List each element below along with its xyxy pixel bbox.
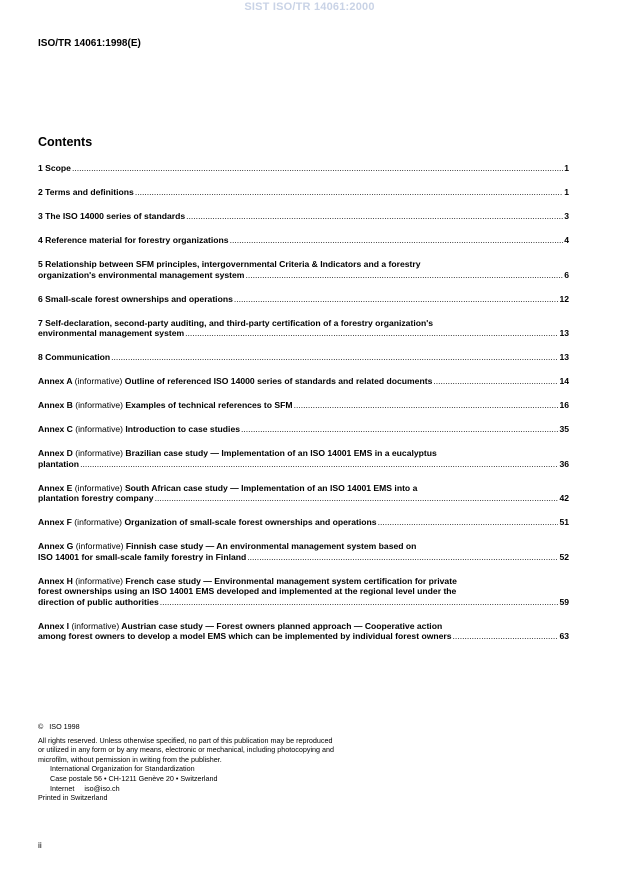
toc-entry-title: South African case study — Implementation of an ISO 14001 EMS into a xyxy=(124,482,418,493)
toc-entry-title: French case study — Environmental management system certification for private xyxy=(125,575,457,586)
toc-page-number: 6 xyxy=(564,269,569,280)
internet-label: Internet xyxy=(50,783,75,793)
annex-type: (informative) xyxy=(71,620,120,631)
watermark: SIST ISO/TR 14061:2000 xyxy=(244,1,375,13)
organization-name: International Organization for Standardization xyxy=(50,764,195,774)
dot-leader xyxy=(80,459,558,470)
dot-leader xyxy=(185,328,558,339)
toc-entry-scope[interactable] xyxy=(38,163,569,174)
toc-entry-title-continued: forest ownerships using an ISO 14001 EMS developed and implemented at the regional level under the xyxy=(38,586,457,596)
toc-page-number: 14 xyxy=(559,376,569,386)
annex-label: Annex F xyxy=(38,517,72,527)
toc-entry-title: 8 Communication xyxy=(38,352,111,362)
dot-leader xyxy=(111,352,558,363)
toc-entry-annex-i[interactable] xyxy=(38,621,569,642)
toc-entry-annex-c[interactable] xyxy=(38,424,569,435)
dot-leader xyxy=(160,597,559,608)
toc-entry-communication[interactable] xyxy=(38,352,569,363)
annex-label: Annex I xyxy=(38,620,70,631)
annex-label: Annex G xyxy=(38,541,74,551)
toc-page-number: 51 xyxy=(559,517,569,527)
annex-type: (informative) xyxy=(74,376,123,386)
toc-page-number: 13 xyxy=(559,352,569,362)
toc-entry-title: Austrian case study — Forest owners planned approach — Cooperative action xyxy=(121,620,443,631)
toc-page-number: 63 xyxy=(559,631,569,641)
dot-leader xyxy=(135,187,563,198)
toc-page-number: 4 xyxy=(564,235,569,245)
toc-entry-self-declaration[interactable] xyxy=(38,318,569,339)
rights-text-line: or utilized in any form or by any means, electronic or mechanical, including photocopying and xyxy=(38,745,335,755)
dot-leader xyxy=(241,424,558,435)
toc-entry-title: 1 Scope xyxy=(38,163,71,173)
toc-entry-annex-b[interactable] xyxy=(38,400,569,411)
toc-page-number: 42 xyxy=(559,493,569,503)
email-link[interactable]: iso@iso.ch xyxy=(84,783,120,793)
toc-entry-terms[interactable] xyxy=(38,187,569,198)
toc-entry-title: Finnish case study — An environmental management system based on xyxy=(125,541,417,551)
dot-leader xyxy=(245,270,563,281)
toc-entry-title: Introduction to case studies xyxy=(125,424,241,434)
toc-page-number: 16 xyxy=(559,400,569,410)
toc-entry-title: 2 Terms and definitions xyxy=(38,187,134,197)
toc-entry-title-continued: among forest owners to develop a model EMS which can be implemented by individual forest owners xyxy=(38,631,452,641)
toc-entry-title-continued: direction of public authorities xyxy=(38,596,159,607)
annex-type: (informative) xyxy=(75,541,124,551)
copyright-symbol: © xyxy=(38,722,44,731)
dot-leader xyxy=(234,294,559,305)
toc-entry-title: Outline of referenced ISO 14000 series of standards and related documents xyxy=(124,376,433,386)
toc-page-number: 52 xyxy=(559,551,569,562)
toc-entry-title-continued: ISO 14001 for small-scale family forestry in Finland xyxy=(38,551,247,562)
toc-entry-title-continued: plantation forestry company xyxy=(38,493,154,503)
annex-label: Annex E xyxy=(38,482,73,493)
toc-page-number: 3 xyxy=(564,211,569,221)
toc-page-number: 1 xyxy=(564,187,569,197)
annex-type: (informative) xyxy=(75,448,124,458)
toc-page-number: 12 xyxy=(559,293,569,304)
toc-entry-title: 5 Relationship between SFM principles, intergovernmental Criteria & Indicators and a forestry xyxy=(38,259,421,269)
dot-leader xyxy=(453,631,559,642)
toc-entry-title: Examples of technical references to SFM xyxy=(125,400,293,410)
toc-entry-annex-f[interactable] xyxy=(38,517,569,528)
document-id: ISO/TR 14061:1998(E) xyxy=(38,38,141,49)
dot-leader xyxy=(378,517,559,528)
toc-entry-iso14000[interactable] xyxy=(38,211,569,222)
toc-entry-title-continued: organization's environmental management system xyxy=(38,269,245,280)
annex-type: (informative) xyxy=(75,400,124,410)
toc-page-number: 13 xyxy=(559,328,569,338)
contents-title: Contents xyxy=(38,135,93,149)
toc-entry-title: Organization of small-scale forest ownerships and operations xyxy=(124,517,377,527)
toc-entry-reference-material[interactable] xyxy=(38,235,569,246)
rights-text-line: All rights reserved. Unless otherwise specified, no part of this publication may be reproduced xyxy=(38,735,333,745)
toc-entry-annex-d[interactable] xyxy=(38,448,569,469)
toc-entry-annex-a[interactable] xyxy=(38,376,569,387)
annex-type: (informative) xyxy=(75,575,124,586)
toc-entry-small-scale[interactable] xyxy=(38,294,569,305)
annex-type: (informative) xyxy=(75,424,124,434)
annex-label: Annex D xyxy=(38,448,73,458)
toc-page-number: 35 xyxy=(559,424,569,434)
toc-page-number: 1 xyxy=(564,163,569,173)
annex-label: Annex B xyxy=(38,400,73,410)
dot-leader xyxy=(186,211,563,222)
organization-address: Case postale 56 • CH-1211 Genève 20 • Switzerland xyxy=(50,773,218,783)
rights-text-line: microfilm, without permission in writing from the publisher. xyxy=(38,754,222,764)
dot-leader xyxy=(433,376,558,387)
table-of-contents xyxy=(38,163,569,655)
toc-page-number: 59 xyxy=(559,596,569,607)
dot-leader xyxy=(72,163,563,174)
toc-entry-annex-e[interactable] xyxy=(38,483,569,504)
toc-entry-title: 3 The ISO 14000 series of standards xyxy=(38,211,186,221)
toc-entry-title: 7 Self-declaration, second-party auditing, and third-party certification of a forestry organization's xyxy=(38,317,434,328)
toc-entry-title-continued: plantation xyxy=(38,458,80,469)
printed-in: Printed in Switzerland xyxy=(38,793,108,803)
toc-entry-annex-g[interactable] xyxy=(38,541,569,562)
toc-entry-title: 6 Small-scale forest ownerships and operations xyxy=(38,293,233,304)
annex-label: Annex C xyxy=(38,424,73,434)
page-number: ii xyxy=(38,840,42,850)
dot-leader xyxy=(230,235,564,246)
copyright-block xyxy=(38,722,418,803)
annex-type: (informative) xyxy=(74,517,123,527)
toc-entry-annex-h[interactable] xyxy=(38,576,569,608)
toc-page-number: 36 xyxy=(559,458,569,469)
annex-label: Annex H xyxy=(38,575,73,586)
annex-type: (informative) xyxy=(74,482,123,493)
toc-entry-relationship[interactable] xyxy=(38,259,569,280)
annex-label: Annex A xyxy=(38,376,73,386)
dot-leader xyxy=(155,493,559,504)
dot-leader xyxy=(294,400,559,411)
toc-entry-title: Brazilian case study — Implementation of an ISO 14001 EMS in a eucalyptus xyxy=(125,448,437,458)
copyright-year: ISO 1998 xyxy=(49,722,80,731)
dot-leader xyxy=(247,552,558,563)
toc-entry-title-continued: environmental management system xyxy=(38,328,185,338)
toc-entry-title: 4 Reference material for forestry organizations xyxy=(38,235,229,245)
